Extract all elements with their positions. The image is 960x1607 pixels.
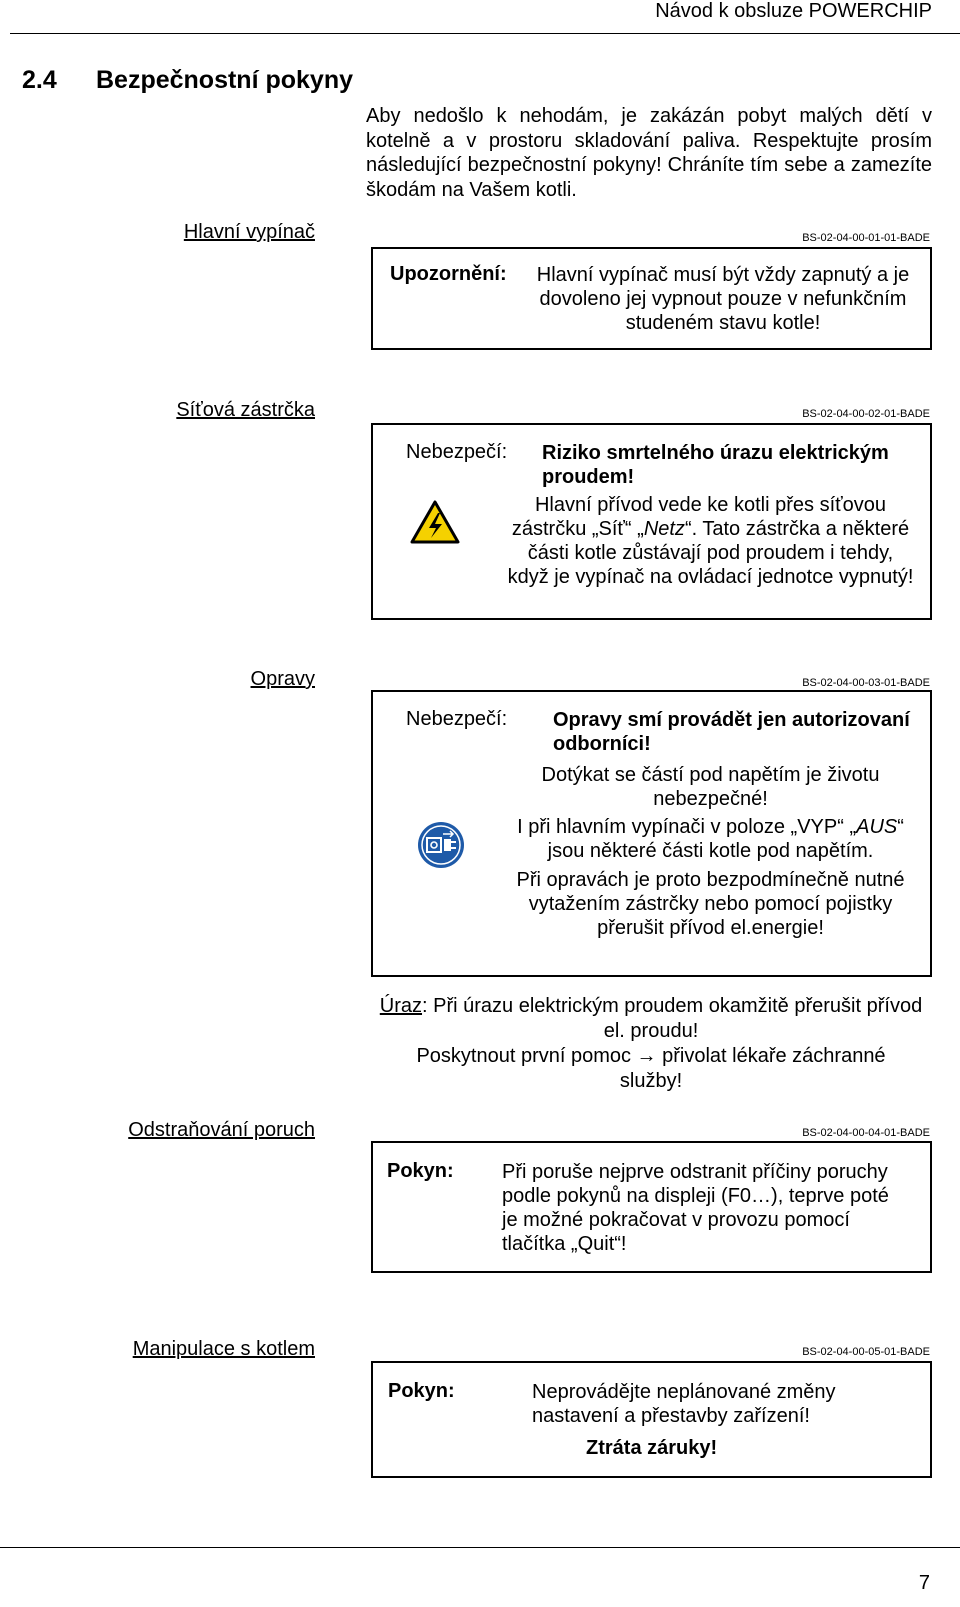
instruction-line: tlačítka „Quit“! — [502, 1233, 627, 1255]
danger-line-part: “. Tato zástrčka a některé — [684, 518, 910, 540]
instruction-line: podle pokynů na displeji (F0…), teprve poté — [502, 1185, 889, 1207]
section-number: 2.4 — [22, 66, 57, 94]
danger-line: části kotle zůstávají pod proudem i tehdy, — [527, 542, 894, 564]
danger-label: Nebezpečí: — [406, 441, 508, 463]
danger-line: vytažením zástrčky nebo pomocí pojistky — [528, 893, 893, 915]
doc-code-repairs: BS-02-04-00-03-01-BADE — [802, 677, 930, 689]
warning-label: Upozornění: — [390, 263, 507, 285]
danger-line — [493, 815, 928, 839]
injury-line: el. proudu! — [603, 1020, 699, 1042]
instruction-line: Při poruše nejprve odstranit příčiny poruchy — [502, 1161, 888, 1183]
header-title: Návod k obsluze POWERCHIP — [655, 0, 932, 22]
section-title: Bezpečnostní pokyny — [96, 66, 353, 94]
instruction-line: Neprovádějte neplánované změny — [532, 1381, 836, 1403]
danger-heading — [553, 708, 910, 756]
warning-line: dovoleno jej vypnout pouze v nefunkčním — [539, 288, 907, 310]
page-number: 7 — [918, 1572, 930, 1594]
footer-divider — [0, 1547, 960, 1548]
danger-text — [493, 763, 928, 940]
warning-line: studeném stavu kotle! — [625, 312, 821, 334]
intro-paragraph: Aby nedošlo k nehodám, je zakázán pobyt malých dětí v kotelně a v prostoru skladování paliva. Respektujte prosím následující bezpečnostní pokyny! Chráníte tím sebe a zamezíte škodám na Vašem kotli. — [366, 105, 932, 201]
doc-code-mains-plug: BS-02-04-00-02-01-BADE — [802, 408, 930, 420]
header-divider — [10, 33, 960, 34]
side-label-main-switch: Hlavní vypínač — [183, 221, 315, 243]
danger-heading-line: proudem! — [542, 466, 635, 488]
instruction-box-handling — [371, 1361, 932, 1478]
danger-heading-line: Opravy smí provádět jen autorizovaní — [553, 709, 910, 731]
injury-note — [366, 994, 936, 1094]
danger-line-part: “ — [897, 816, 904, 838]
danger-line: Hlavní přívod vede ke kotli přes síťovou — [534, 494, 886, 516]
injury-line — [366, 994, 936, 1019]
injury-label: Úraz — [379, 995, 423, 1017]
warning-text — [523, 263, 923, 335]
danger-line-part: zástrčku „Síť“ „ — [511, 518, 644, 540]
danger-line: nebezpečné! — [653, 788, 768, 810]
doc-code-handling: BS-02-04-00-05-01-BADE — [802, 1346, 930, 1358]
instruction-box-troubleshooting — [371, 1141, 932, 1273]
danger-line-part: I při hlavním vypínači v poloze „VYP“ „ — [517, 816, 857, 838]
danger-box-repairs — [371, 690, 932, 977]
danger-heading-line: odborníci! — [553, 733, 651, 755]
danger-heading-line: Riziko smrtelného úrazu elektrickým — [542, 442, 889, 464]
danger-line-italic: AUS — [856, 816, 898, 838]
injury-line: služby! — [619, 1070, 683, 1092]
side-label-repairs: Opravy — [250, 668, 315, 690]
instruction-label: Pokyn: — [388, 1380, 455, 1402]
danger-line — [493, 517, 928, 541]
unplug-before-repair-icon — [417, 821, 465, 869]
injury-line-text: : Při úrazu elektrickým proudem okamžitě přerušit přívod — [422, 995, 923, 1017]
danger-line: Při opravách je proto bezpodmínečně nutné — [516, 869, 905, 891]
instruction-line: je možné pokračovat v provozu pomocí — [502, 1209, 850, 1231]
danger-line: když je vypínač na ovládací jednotce vypnutý! — [507, 566, 914, 588]
doc-code-troubleshooting: BS-02-04-00-04-01-BADE — [802, 1127, 930, 1139]
danger-label: Nebezpečí: — [406, 708, 508, 730]
danger-heading — [542, 441, 889, 489]
instruction-text — [502, 1160, 922, 1256]
instruction-text — [532, 1380, 836, 1428]
side-label-mains-plug: Síťová zástrčka — [176, 399, 315, 421]
instruction-line: nastavení a přestavby zařízení! — [532, 1405, 810, 1427]
side-label-handling: Manipulace s kotlem — [132, 1338, 315, 1360]
danger-line: přerušit přívod el.energie! — [597, 917, 824, 939]
danger-line-italic: Netz — [643, 518, 685, 540]
danger-box-mains-plug — [371, 423, 932, 620]
danger-line: Dotýkat se částí pod napětím je životu — [541, 764, 880, 786]
danger-text — [493, 493, 928, 589]
high-voltage-warning-icon — [409, 499, 461, 545]
danger-line: jsou některé části kotle pod napětím. — [547, 840, 874, 862]
warning-line: Hlavní vypínač musí být vždy zapnutý a je — [536, 264, 910, 286]
warning-box-main-switch — [371, 247, 932, 350]
side-label-troubleshooting: Odstraňování poruch — [128, 1119, 315, 1141]
injury-line: Poskytnout první pomoc → přivolat lékaře záchranné — [416, 1045, 886, 1067]
doc-code-main-switch: BS-02-04-00-01-01-BADE — [802, 232, 930, 244]
instruction-label: Pokyn: — [387, 1160, 454, 1182]
warranty-loss-text: Ztráta záruky! — [586, 1437, 718, 1459]
